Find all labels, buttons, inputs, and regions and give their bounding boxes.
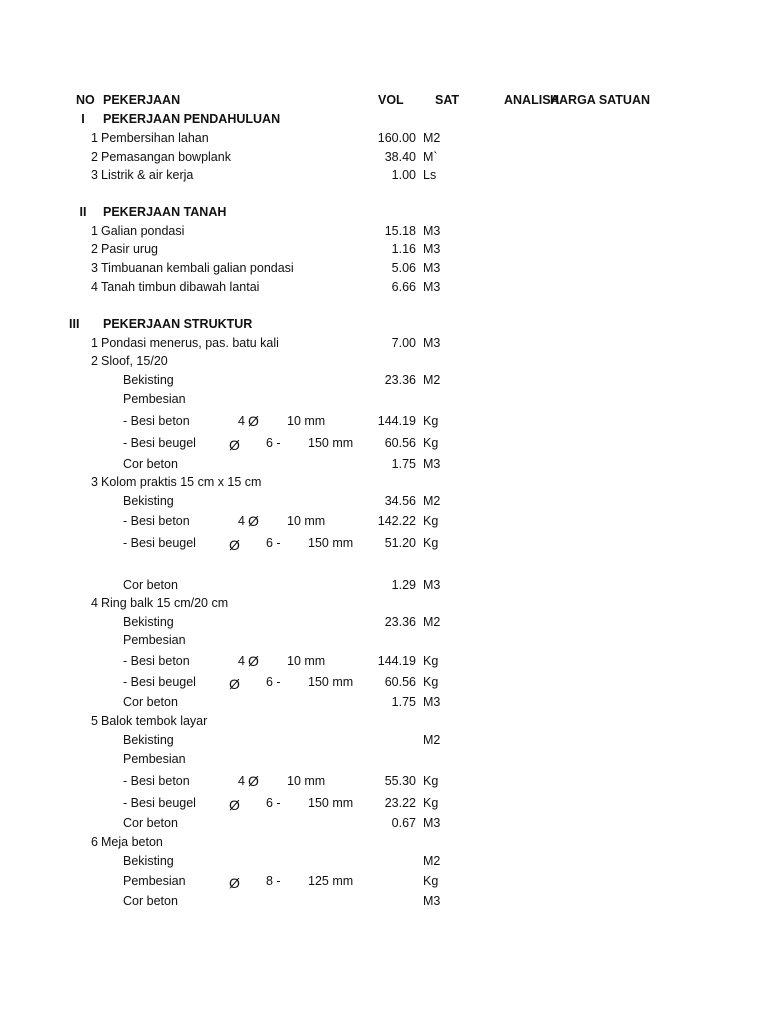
item-number: 5	[91, 714, 98, 728]
item-vol: 23.36	[384, 615, 416, 629]
item-number: 4	[91, 596, 98, 610]
item-desc: Pembesian	[123, 392, 186, 406]
table-row	[0, 240, 768, 259]
item-vol: 60.56	[384, 675, 416, 689]
item-vol: 38.40	[384, 150, 416, 164]
item-desc: - Besi beugel	[123, 536, 196, 550]
item-vol: 1.16	[391, 242, 416, 256]
item-desc: Pemasangan bowplank	[101, 150, 231, 164]
item-vol: 5.06	[391, 261, 416, 275]
item-vol: 60.56	[384, 436, 416, 450]
item-desc: - Besi beton	[123, 514, 190, 528]
table-row	[0, 673, 768, 692]
table-row	[0, 872, 768, 891]
item-desc: Pembesian	[123, 752, 186, 766]
table-row	[0, 390, 768, 409]
diameter-icon: Ø	[229, 437, 240, 453]
section-title: PEKERJAAN TANAH	[103, 205, 227, 219]
table-row	[0, 352, 768, 371]
item-sat: M2	[423, 494, 441, 508]
item-desc: Pondasi menerus, pas. batu kali	[101, 336, 279, 350]
bar-diameter: 10 mm	[287, 654, 326, 668]
item-sat: Kg	[423, 774, 439, 788]
item-sat: M3	[423, 457, 441, 471]
item-desc: Cor beton	[123, 894, 178, 908]
section-row	[0, 203, 768, 222]
table-row	[0, 693, 768, 712]
item-number: 2	[91, 242, 98, 256]
item-sat: Kg	[423, 536, 439, 550]
item-vol: 160.00	[377, 131, 416, 145]
table-row	[0, 852, 768, 871]
table-row	[0, 631, 768, 650]
table-row	[0, 222, 768, 241]
item-desc: Bekisting	[123, 854, 174, 868]
item-number: 3	[91, 475, 98, 489]
table-row	[0, 613, 768, 632]
item-number: 1	[91, 336, 98, 350]
item-number: 2	[91, 354, 98, 368]
table-row	[0, 129, 768, 148]
table-row	[0, 371, 768, 390]
item-vol: 51.20	[384, 536, 416, 550]
item-sat: Kg	[423, 675, 439, 689]
item-desc: Tanah timbun dibawah lantai	[101, 280, 260, 294]
table-row	[0, 814, 768, 833]
item-sat: M3	[423, 242, 441, 256]
item-sat: M3	[423, 578, 441, 592]
table-header	[0, 91, 768, 110]
item-desc: Kolom praktis 15 cm x 15 cm	[101, 475, 262, 489]
item-vol: 144.19	[377, 414, 416, 428]
item-sat: M2	[423, 854, 441, 868]
item-vol: 1.75	[391, 695, 416, 709]
item-desc: Cor beton	[123, 457, 178, 471]
item-desc: Bekisting	[123, 373, 174, 387]
table-row	[0, 148, 768, 167]
section-row	[0, 110, 768, 129]
item-sat: M3	[423, 894, 441, 908]
section-title: PEKERJAAN STRUKTUR	[103, 317, 253, 331]
header-analisa: ANALISA	[504, 93, 560, 107]
item-desc: Pembesian	[123, 633, 186, 647]
diameter-icon: Ø	[229, 676, 240, 692]
table-row	[0, 594, 768, 613]
bar-count: 4	[238, 654, 245, 668]
item-sat: M3	[423, 224, 441, 238]
item-desc: - Besi beton	[123, 774, 190, 788]
section-number: III	[69, 317, 80, 331]
item-vol: 1.75	[391, 457, 416, 471]
item-vol: 142.22	[377, 514, 416, 528]
table-row	[0, 750, 768, 769]
bar-spacing: 150 mm	[308, 436, 354, 450]
table-row	[0, 512, 768, 531]
item-vol: 144.19	[377, 654, 416, 668]
bar-count: 4	[238, 514, 245, 528]
item-desc: Meja beton	[101, 835, 163, 849]
item-desc: Bekisting	[123, 615, 174, 629]
bar-diameter: 10 mm	[287, 514, 326, 528]
table-row	[0, 712, 768, 731]
item-vol: 34.56	[384, 494, 416, 508]
bar-diameter: 10 mm	[287, 414, 326, 428]
item-vol: 7.00	[391, 336, 416, 350]
section-number: II	[79, 205, 87, 219]
item-vol: 55.30	[384, 774, 416, 788]
item-desc: - Besi beton	[123, 654, 190, 668]
item-number: 1	[91, 131, 98, 145]
item-vol: 0.67	[391, 816, 416, 830]
item-number: 1	[91, 224, 98, 238]
table-row	[0, 833, 768, 852]
bar-diameter: 8 -	[266, 874, 281, 888]
item-number: 3	[91, 261, 98, 275]
table-row	[0, 455, 768, 474]
table-row	[0, 259, 768, 278]
table-row	[0, 473, 768, 492]
header-sat: SAT	[435, 93, 460, 107]
table-row	[0, 772, 768, 791]
table-row	[0, 492, 768, 511]
item-desc: Cor beton	[123, 578, 178, 592]
item-desc: Timbuanan kembali galian pondasi	[101, 261, 294, 275]
item-desc: Listrik & air kerja	[101, 168, 194, 182]
table-row	[0, 534, 768, 553]
bar-diameter: 6 -	[266, 436, 281, 450]
item-desc: Balok tembok layar	[101, 714, 208, 728]
table-row	[0, 652, 768, 671]
bar-diameter: 6 -	[266, 675, 281, 689]
item-sat: Kg	[423, 796, 439, 810]
item-sat: Kg	[423, 436, 439, 450]
item-sat: M3	[423, 336, 441, 350]
item-number: 2	[91, 150, 98, 164]
table-row	[0, 576, 768, 595]
table-row	[0, 731, 768, 750]
item-sat: M2	[423, 615, 441, 629]
bar-count: 4	[238, 414, 245, 428]
item-desc: Sloof, 15/20	[101, 354, 168, 368]
item-sat: M3	[423, 816, 441, 830]
item-desc: Bekisting	[123, 733, 174, 747]
header-pekerjaan: PEKERJAAN	[103, 93, 181, 107]
bar-diameter: 6 -	[266, 796, 281, 810]
bar-spacing: 125 mm	[308, 874, 354, 888]
table-row	[0, 334, 768, 353]
bar-diameter: 6 -	[266, 536, 281, 550]
header-vol: VOL	[378, 93, 404, 107]
item-desc: Ring balk 15 cm/20 cm	[101, 596, 229, 610]
item-desc: Cor beton	[123, 816, 178, 830]
item-desc: Bekisting	[123, 494, 174, 508]
item-sat: M2	[423, 131, 441, 145]
item-desc: Pembesian	[123, 874, 186, 888]
item-sat: Kg	[423, 414, 439, 428]
item-desc: - Besi beugel	[123, 436, 196, 450]
diameter-icon: Ø	[248, 513, 259, 529]
diameter-icon: Ø	[229, 875, 240, 891]
item-number: 4	[91, 280, 98, 294]
bar-spacing: 150 mm	[308, 796, 354, 810]
item-desc: - Besi beton	[123, 414, 190, 428]
item-desc: Cor beton	[123, 695, 178, 709]
item-sat: Kg	[423, 654, 439, 668]
diameter-icon: Ø	[248, 413, 259, 429]
item-sat: M2	[423, 733, 441, 747]
section-title: PEKERJAAN PENDAHULUAN	[103, 112, 281, 126]
section-row	[0, 315, 768, 334]
item-vol: 15.18	[384, 224, 416, 238]
section-number: I	[81, 112, 85, 126]
item-vol: 6.66	[391, 280, 416, 294]
bar-diameter: 10 mm	[287, 774, 326, 788]
header-no: NO	[76, 93, 95, 107]
item-number: 6	[91, 835, 98, 849]
header-harga-satuan: HARGA SATUAN	[550, 93, 650, 107]
table-row	[0, 434, 768, 453]
item-desc: Pasir urug	[101, 242, 158, 256]
bar-spacing: 150 mm	[308, 675, 354, 689]
table-row	[0, 892, 768, 911]
item-sat: M`	[423, 150, 438, 164]
item-sat: Kg	[423, 874, 439, 888]
item-vol: 1.00	[391, 168, 416, 182]
item-sat: Ls	[423, 168, 437, 182]
diameter-icon: Ø	[229, 537, 240, 553]
table-row	[0, 412, 768, 431]
item-vol: 23.36	[384, 373, 416, 387]
item-desc: Pembersihan lahan	[101, 131, 209, 145]
item-desc: Galian pondasi	[101, 224, 185, 238]
item-sat: M3	[423, 280, 441, 294]
diameter-icon: Ø	[248, 653, 259, 669]
bar-spacing: 150 mm	[308, 536, 354, 550]
item-vol: 1.29	[391, 578, 416, 592]
item-sat: Kg	[423, 514, 439, 528]
item-sat: M2	[423, 373, 441, 387]
item-sat: M3	[423, 695, 441, 709]
item-number: 3	[91, 168, 98, 182]
diameter-icon: Ø	[248, 773, 259, 789]
item-sat: M3	[423, 261, 441, 275]
item-desc: - Besi beugel	[123, 796, 196, 810]
diameter-icon: Ø	[229, 797, 240, 813]
item-desc: - Besi beugel	[123, 675, 196, 689]
bar-count: 4	[238, 774, 245, 788]
table-row	[0, 794, 768, 813]
table-row	[0, 278, 768, 297]
item-vol: 23.22	[384, 796, 416, 810]
table-row	[0, 166, 768, 185]
